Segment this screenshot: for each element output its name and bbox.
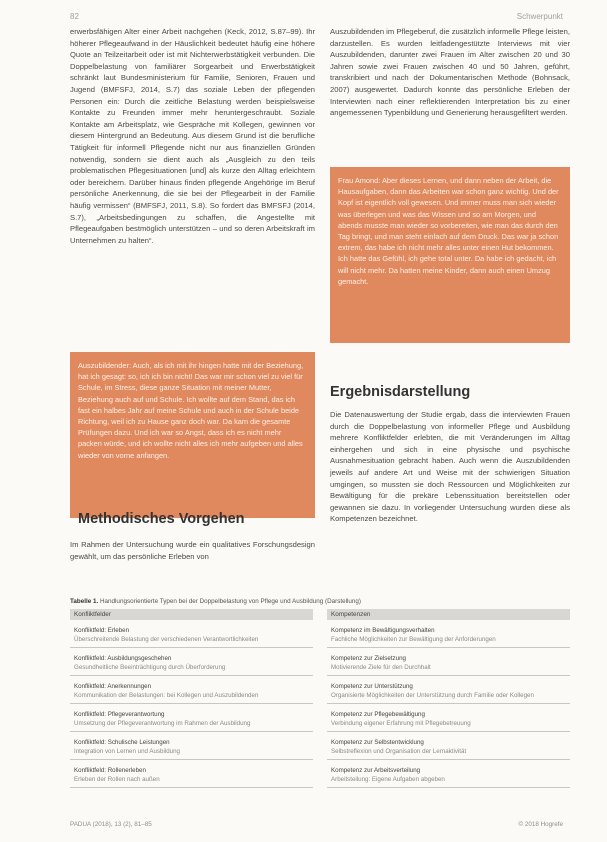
cell-subtitle: Selbstreflexion und Organisation der Lernaktivität <box>331 747 467 755</box>
footer-publisher: © 2018 Hogrefe <box>518 821 563 828</box>
cell-subtitle: Motivierende Ziele für den Durchhalt <box>331 663 431 671</box>
column-header: Kompetenzen <box>327 609 570 620</box>
cell-title: Konfliktfeld: Schulische Leistungen <box>74 739 170 746</box>
method-heading: Methodisches Vorgehen <box>78 511 245 527</box>
method-body-text <box>70 539 315 562</box>
quote-text: Frau Amond: Aber dieses Lernen, und dann neben der Arbeit, die Hausaufgaben, dann das Arbeiten war schon ganz wichtig. Und der Kopf ist eigentlich voll gewesen. Und immer muss man sich wieder was überlegen und was das Wissen und so am Morgen, und abends musste man wieder so vorbereiten, wie man das durch den Tag bringt, und man steht einfach auf dem Druck. Das war ja schon extrem, das habe ich nicht mehr alles unter einen Hut bekommen. Ich hatte das Gefühl, ich gehe total unter. Da habe ich gedacht, ich will nicht mehr. Da hatten meine Kinder, dann auch einen Umzug gemacht. <box>338 176 559 286</box>
cell-title: Kompetenz im Bewältigungsverhalten <box>331 627 435 634</box>
paragraph: Im Rahmen der Untersuchung wurde ein qualitatives Forschungsdesign gewählt, um das persönliche Erleben von <box>70 540 315 561</box>
table-row <box>70 709 570 732</box>
cell-subtitle: Gesundheitliche Beeinträchtigung durch Überforderung <box>74 663 226 671</box>
table-body <box>70 625 570 788</box>
cell-title: Kompetenz zur Unterstützung <box>331 683 413 690</box>
competence-cell <box>327 625 570 648</box>
results-heading: Ergebnisdarstellung <box>330 384 471 400</box>
conflict-cell <box>70 681 313 704</box>
cell-title: Konfliktfeld: Pflegeverantwortung <box>74 711 165 718</box>
table-conflicts-competencies <box>70 598 570 788</box>
table-row <box>70 653 570 676</box>
competence-cell <box>327 709 570 732</box>
page-number: 82 <box>70 12 79 21</box>
cell-title: Konfliktfeld: Rollenerleben <box>74 767 146 774</box>
cell-title: Kompetenz zur Zielsetzung <box>331 655 406 662</box>
conflict-cell <box>70 653 313 676</box>
cell-subtitle: Verbindung eigener Erfahrung mit Pflegebetreuung <box>331 719 471 727</box>
table-caption <box>70 598 570 605</box>
cell-title: Konfliktfeld: Erleben <box>74 627 130 634</box>
table-row <box>70 681 570 704</box>
competence-cell <box>327 681 570 704</box>
column-header: Konfliktfelder <box>70 609 313 620</box>
conflict-cell <box>70 737 313 760</box>
cell-subtitle: Umsetzung der Pflegeverantwortung im Rahmen der Ausbildung <box>74 719 251 727</box>
paragraph: Auszubildenden im Pflegeberuf, die zusätzlich informelle Pflege leisten, darzustellen. Es wurden leitfadengestützte Interviews mit vier Auszubildenden, darunter zwei Frauen im Alter zwischen 20 und 30 Jahren sowie zwei Frauen zwischen 40 und 50 Jahren, geführt, transkribiert und nach der Dokumentarischen Methode (Bohnsack, 2007) ausgewertet. Dadurch konnte das persönliche Erleben der Interviewten nach einer reflektierenden Interpretation bis zu einer angemessenen Typenbildung und Generierung herausgefiltert werden. <box>330 27 570 118</box>
right-body-text <box>330 26 570 119</box>
quote-text: Auszubildender: Auch, als ich mit ihr hingen hatte mit der Beziehung, hat ich gesagt: so, ich ich bin nicht! Das war mir schon viel zu viel für Schule, im Stress, diese ganze Situation mit meiner Mutter, Beziehung auch auf und Schule. Ich wollte auf dem Stand, das ich fast ein halbes Jahr auf meine Schule und auch in der Schule beide Richtung, weil ich zu Hause ganz doch war. Da kam die gesamte Prüfungen dazu. Und ich war so Angst, dass ich es nicht mehr packen würde, und ich wollte nicht alles ich mehr aufgeben und alles wieder von vorne anfangen. <box>78 361 304 460</box>
cell-title: Konfliktfeld: Anerkennungen <box>74 683 152 690</box>
left-body-text <box>70 26 315 246</box>
competence-cell <box>327 737 570 760</box>
cell-subtitle: Erleben der Rollen nach außen <box>74 775 160 783</box>
running-header: Schwerpunkt <box>516 12 563 21</box>
competence-cell <box>327 653 570 676</box>
cell-subtitle: Integration von Lernen und Ausbildung <box>74 747 180 755</box>
cell-subtitle: Fachliche Möglichkeiten zur Bewältigung der Anforderungen <box>331 635 496 643</box>
table-row <box>70 765 570 788</box>
table-row <box>70 737 570 760</box>
footer-citation: PADUA (2018), 13 (2), 81–85 <box>70 821 152 828</box>
table-caption-text: Handlungsorientierte Typen bei der Doppelbelastung von Pflege und Ausbildung (Darstellung) <box>99 598 362 605</box>
cell-subtitle: Arbeitsteilung: Eigene Aufgaben abgeben <box>331 775 445 783</box>
cell-subtitle: Überschreitende Belastung der verschiedenen Verantwortlichkeiten <box>74 635 259 643</box>
table-header <box>70 609 570 620</box>
paragraph: Die Datenauswertung der Studie ergab, dass die interviewten Frauen durch die Doppelbelastung von informeller Pflege und Ausbildung mehrere Konfliktfelder erlebten, die mit Veränderungen im Alltag einhergehen und sich in eine physische und psychische Ausnahmesituation gebracht haben. Auch wenn die Auszubildenden jeweils auf andere Art und Weise mit der schwierigen Situation umgingen, so mussten sie doch Ressourcen und Möglichkeiten zur Bewältigung für die prekäre Lebenssituation bereitstellen oder gewannen sie dazu. In vorliegender Untersuchung wurden diese als Kompetenzen bezeichnet. <box>330 410 570 524</box>
table-caption-label: Tabelle 1. <box>70 598 99 605</box>
cell-subtitle: Organisierte Möglichkeiten der Unterstützung durch Familie oder Kollegen <box>331 691 534 699</box>
cell-title: Kompetenz zur Pflegebewältigung <box>331 711 425 718</box>
cell-title: Kompetenz zur Selbstentwicklung <box>331 739 424 746</box>
conflict-cell <box>70 765 313 788</box>
cell-subtitle: Kommunikation der Belastungen: bei Kollegen und Auszubildenden <box>74 691 259 699</box>
cell-title: Kompetenz zur Arbeitsverteilung <box>331 767 421 774</box>
results-body-text <box>330 409 570 525</box>
interview-quote-left <box>70 352 315 518</box>
table-row <box>70 625 570 648</box>
conflict-cell <box>70 625 313 648</box>
competence-cell <box>327 765 570 788</box>
paragraph: erwerbsfähigen Alter einer Arbeit nachgehen (Keck, 2012, S.87–99). Ihr höherer Pflegeaufwand in der Häuslichkeit bedeutet häufig eine höhere Quote an Teilzeitarbeit oder ist mit Nichterwerbstätigkeit verbunden. Die Doppelbelastung von familiärer Sorgearbeit und Erwerbstätigkeit schränkt laut Bundesministerium für Familie, Senioren, Frauen und Jugend (BMFSFJ, 2014, S.7) das soziale Leben der pflegenden Personen ein: Durch die zeitliche Belastung werden beispielsweise Kontakte zu Freunden immer mehr heruntergeschraubt. Soziale Kontakte am Arbeitsplatz, wie Gespräche mit Kollegen, gewinnen vor diesem Hintergrund an Bedeutung. Aus diesem Grund ist die berufliche Tätigkeit für informell Pflegende nicht nur aus finanziellen Gründen notwendig, sondern sie dient auch als „Ausgleich zu den teils problematischen Pflegesituationen [und] als kurze den Alltag erleichtern oder bereichern. Darüber hinaus finden pflegende Angehörige im Beruf persönliche Anerkennung, die sie bei der Pflegearbeit in der Familie häufig vermissen“ (BMFSFJ, 2011, S.8). So fordert das BMFSFJ (2014, S.7), „Arbeitsbedingungen zu schaffen, die Angestellte mit Pflegeaufgaben bestmöglich unterstützen – und so deren Arbeitskraft im Unternehmen zu halten“. <box>70 27 315 245</box>
interview-quote-right <box>330 167 570 343</box>
conflict-cell <box>70 709 313 732</box>
cell-title: Konfliktfeld: Ausbildungsgeschehen <box>74 655 172 662</box>
